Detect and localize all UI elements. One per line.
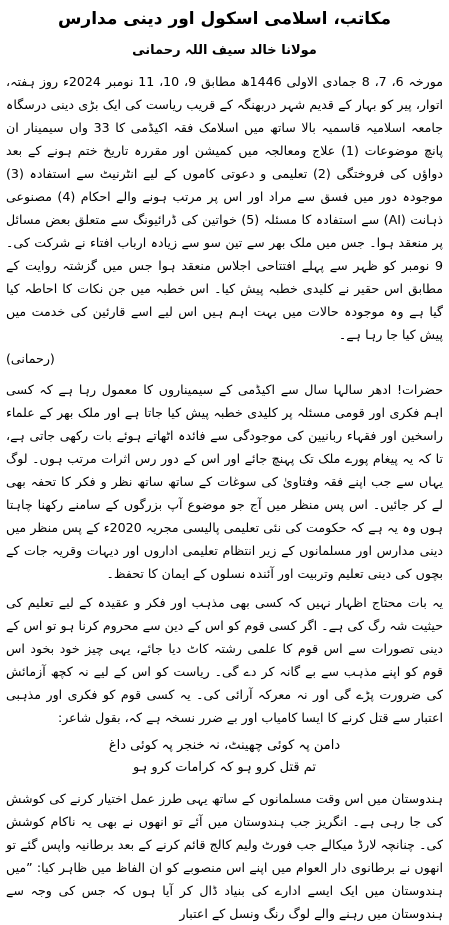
intro-signature: (رحمانی) [6, 351, 55, 366]
poetry-couplet [6, 735, 443, 779]
article-title: مکاتب، اسلامی اسکول اور دینی مدارس [57, 9, 392, 29]
poetry-line-2: تم قتل کرو ہو کہ کرامات کرو ہو [132, 760, 317, 775]
body-paragraph-2: یہ بات محتاج اظہار نہیں کہ کسی بھی مذہب اور فکر و عقیدہ کے لیے تعلیم کی حیثیت شہ رگ کی ہے۔ اگر کسی قوم کو اس کے دین سے محروم کرنا ہو تو اس کے دینی تصورات سے اس قوم کا علمی رشتہ کاٹ دیا جائے، یہی چیز خود بخود اس قوم کو اپنے مذہب سے بے گانہ کر دے گی۔ ریاست کو اس کے لیے نہ کچھ آزمائش کی ضرورت پڑے گی اور نہ معرکہ آرائی کی۔ یہ کسی قوم کو فکری اور مذہبی اعتبار سے قتل کرنے کا ایسا کامیاب اور بے ضرر نسخہ ہے کہ، بقول شاعر: [6, 595, 443, 725]
body-paragraph-1: حضرات! ادھر سالہا سال سے اکیڈمی کے سیمیناروں کا معمول رہا ہے کہ کسی اہم فکری اور قومی مسئلہ پر کلیدی خطبہ پیش کیا جاتا ہے اور ملک بھر کے علماء راسخین اور فقہاء ربانیین کی موجودگی سے فائدہ اٹھاتے ہوئے بات رکھی جاتی ہے، تا کہ یہ پیغام پورے ملک تک پہنچ جائے اور اس کے دور رس اثرات مرتب ہوں۔ لوگ یہاں سے جب اپنے فقہ وفتاویٰ کی سوغات کے ساتھ ساتھ نظر و فکر کا تحفہ بھی لے کر جائیں۔ اس پس منظر میں آج جو موضوع آپ بزرگوں کے سامنے رکھنا چاہتا ہوں وہ یہ ہے کہ حکومت کی نئی تعلیمی پالیسی مجریہ 2020ء کے پس منظر میں دینی مدارس اور مسلمانوں کے زیر انتظام تعلیمی اداروں اور دیہات وقریہ جات کے بچوں کی دینی تعلیم وتربیت اور آئندہ نسلوں کے ایمان کا تحفظ۔ [6, 382, 443, 581]
author-name: مولانا خالد سیف اللہ رحمانی [132, 43, 317, 58]
poetry-line-1: دامن پہ کوئی چھینٹ، نہ خنجر پہ کوئی داغ [108, 738, 341, 753]
body-paragraph-3: ہندوستان میں اس وقت مسلمانوں کے ساتھ یہی طرز عمل اختیار کرنے کی کوشش کی جا رہی ہے۔ انگریز جب ہندوستان میں آئے تو انھوں نے بھی یہ ناکام کوشش کی۔ چنانچہ لارڈ میکالے جب فورٹ ولیم کالج قائم کرنے کے بعد برطانیہ واپس گئے تو انھوں نے برطانوی دار العوام میں اپنے اس منصوبے کو ان الفاظ میں ظاہر کیا: ”میں ہندوستان میں ایک ایسے ادارے کی بنیاد ڈال کر آیا ہوں کہ جس کی وجہ سے ہندوستان میں رہنے والے لوگ رنگ ونسل کے اعتبار [6, 791, 443, 921]
intro-paragraph: مورخہ 6، 7، 8 جمادی الاولی 1446ھ مطابق 9، 10، 11 نومبر 2024ء روز ہفتہ، اتوار، پیر کو بہار کے قدیم شہر دربھنگہ کے قریب ریاست کی ایک بڑی دینی درسگاہ جامعہ اسلامیہ قاسمیہ بالا ساتھ میں اسلامک فقہ اکیڈمی کا 33 واں سیمینار ان پانچ موضوعات (1) علاج ومعالجہ میں کمیشن اور مقررہ تاریخ ختم ہونے کے بعد دواؤں کی فروختگی (2) تعلیمی و دعوتی کاموں کے لیے انٹرنیٹ سے استفادہ (3) موجودہ دور میں فسق سے مراد اور اس پر مرتب ہونے والے احکام (4) مصنوعی ذہانت (AI) سے استفادہ کا مسئلہ (5) خواتین کی ڈرائیونگ سے متعلق بعض مسائل پر منعقد ہوا۔ جس میں ملک بھر سے تین سو سے زیادہ ارباب افتاء نے شرکت کی۔ 9 نومبر کو ظہر سے پہلے افتتاحی اجلاس منعقد ہوا جس میں گزشتہ روایت کے مطابق اس حقیر نے کلیدی خطبہ پیش کیا۔ اس خطبہ میں جن نکات کا احاطہ کیا گیا ہے وہ موجودہ حالات میں بہت اہم ہیں اس لیے اسے قارئین کی خدمت میں پیش کیا جا رہا ہے۔ [6, 74, 444, 342]
